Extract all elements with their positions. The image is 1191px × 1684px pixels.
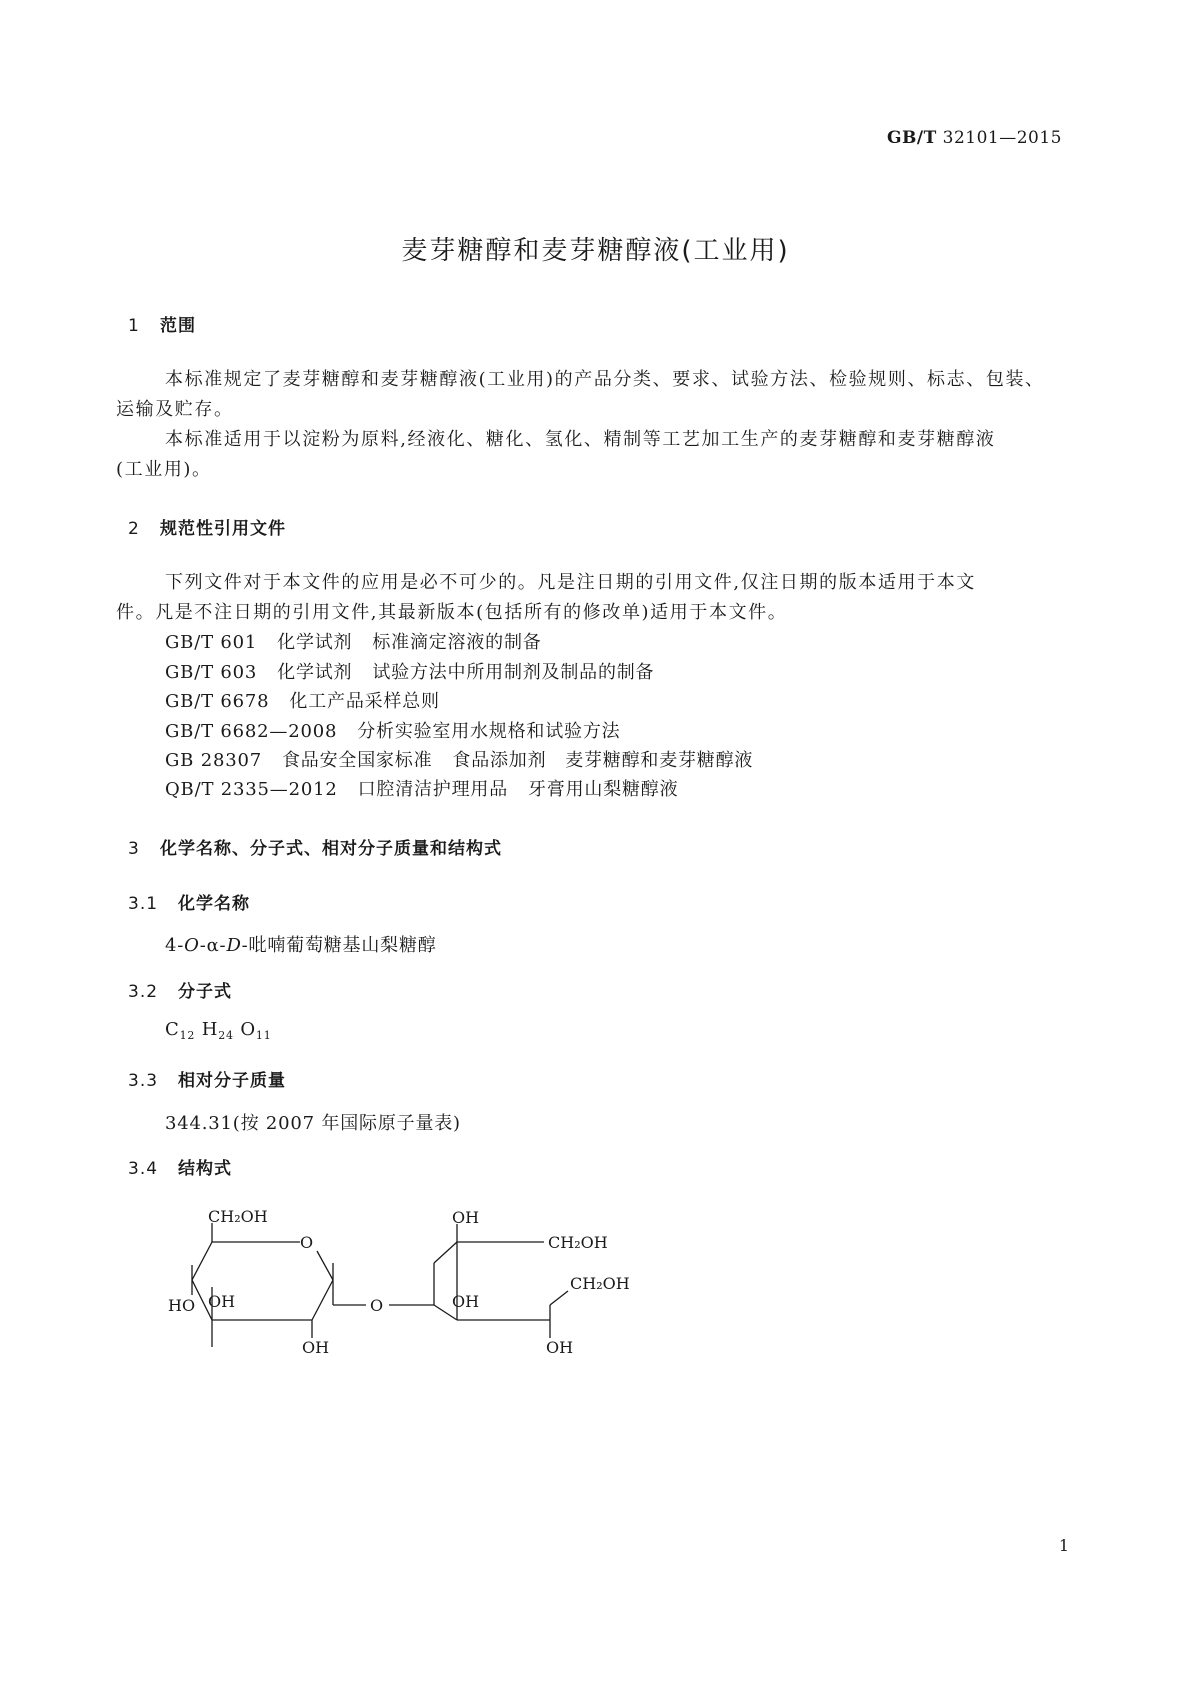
reference-item: [165, 746, 753, 772]
reference-name-2: 牙膏用山梨糖醇液: [528, 779, 679, 800]
reference-code: QB/T 2335—2012: [165, 779, 338, 800]
chemical-name-prefix: 4-: [165, 935, 185, 956]
chemical-name-d: D: [226, 935, 242, 956]
label-bridge-o: O: [370, 1296, 384, 1315]
s1-para1-line1: 本标准规定了麦芽糖醇和麦芽糖醇液(工业用)的产品分类、要求、试验方法、检验规则、标志、包装、: [165, 369, 1045, 390]
subsection-title: 化学名称: [178, 894, 250, 914]
label-ring-o: O: [300, 1233, 314, 1252]
reference-name: 口腔清洁护理用品: [357, 779, 508, 800]
reference-item: [165, 717, 620, 743]
formula-c-count: 12: [179, 1029, 196, 1042]
reference-code: GB/T 6682—2008: [165, 721, 338, 742]
reference-name: 分析实验室用水规格和试验方法: [357, 721, 621, 742]
label-ch2oh-top-right: CH₂OH: [548, 1233, 608, 1252]
section-title: 范围: [160, 316, 196, 336]
reference-name: 化学试剂: [277, 662, 353, 683]
s1-para2-line2: (工业用)。: [116, 459, 212, 480]
section-1-heading: [128, 311, 196, 336]
reference-item: [165, 628, 542, 654]
chemical-name-suffix: -吡喃葡萄糖基山梨糖醇: [241, 935, 437, 956]
s1-para1-line2: 运输及贮存。: [116, 399, 234, 420]
reference-code: GB/T 603: [165, 662, 258, 683]
reference-name: 食品安全国家标准: [282, 750, 433, 771]
standard-code-prefix: GB/T: [887, 128, 937, 148]
chemical-name-mid: -α-: [199, 935, 227, 956]
label-oh-inner: OH: [208, 1292, 236, 1311]
page-number: 1: [1058, 1536, 1069, 1555]
reference-name-2: 食品添加剂 麦芽糖醇和麦芽糖醇液: [452, 750, 754, 771]
formula-o-count: 11: [255, 1029, 272, 1042]
label-ch2oh-left: CH₂OH: [208, 1207, 268, 1226]
reference-code: GB/T 601: [165, 632, 258, 653]
label-ho: HO: [168, 1296, 196, 1315]
s2-para-line1: 下列文件对于本文件的应用是必不可少的。凡是注日期的引用文件,仅注日期的版本适用于本文: [165, 572, 976, 593]
structural-formula: [160, 1195, 640, 1370]
formula-c: C: [165, 1019, 180, 1040]
section-number: 1: [128, 316, 140, 336]
subsection-number: 3.4: [128, 1159, 159, 1179]
standard-code-number: 32101—2015: [942, 128, 1062, 148]
reference-code: GB/T 6678: [165, 691, 270, 712]
reference-name-2: 试验方法中所用制剂及制品的制备: [372, 662, 655, 683]
molecular-formula: [165, 1019, 272, 1042]
reference-code: GB 28307: [165, 750, 262, 771]
subsection-title: 相对分子质量: [178, 1071, 286, 1091]
s1-para2-line1: 本标准适用于以淀粉为原料,经液化、糖化、氢化、精制等工艺加工生产的麦芽糖醇和麦芽糖醇液: [165, 429, 996, 450]
formula-bonds: [192, 1223, 568, 1347]
subsection-number: 3.2: [128, 982, 159, 1002]
subsection-number: 3.1: [128, 894, 159, 914]
chemical-name-o: O: [184, 935, 200, 956]
label-oh-bottom-left: OH: [302, 1338, 330, 1357]
reference-name: 化学试剂: [277, 632, 353, 653]
formula-h: H: [201, 1019, 219, 1040]
molecular-mass: 344.31(按 2007 年国际原子量表): [165, 1113, 461, 1134]
label-ch2oh-right: CH₂OH: [570, 1274, 630, 1293]
label-oh-mid-right: OH: [452, 1292, 480, 1311]
chemical-name: [165, 931, 437, 957]
subsection-title: 分子式: [178, 982, 232, 1002]
section-number: 3: [128, 839, 140, 859]
section-3-3-heading: [128, 1066, 286, 1091]
label-oh-bottom-right: OH: [546, 1338, 574, 1357]
section-3-2-heading: [128, 977, 232, 1002]
section-3-4-heading: [128, 1154, 232, 1179]
s2-para-line2: 件。凡是不注日期的引用文件,其最新版本(包括所有的修改单)适用于本文件。: [116, 602, 788, 623]
formula-o: O: [240, 1019, 256, 1040]
formula-h-count: 24: [218, 1029, 234, 1042]
section-title: 化学名称、分子式、相对分子质量和结构式: [160, 839, 502, 859]
label-oh-top-right: OH: [452, 1208, 480, 1227]
subsection-title: 结构式: [178, 1159, 232, 1179]
section-3-heading: [128, 834, 502, 859]
reference-item: [165, 658, 654, 684]
subsection-number: 3.3: [128, 1071, 159, 1091]
section-title: 规范性引用文件: [160, 519, 286, 539]
document-title: 麦芽糖醇和麦芽糖醇液(工业用): [401, 236, 790, 266]
reference-item: [165, 775, 678, 801]
reference-name: 化工产品采样总则: [289, 691, 440, 712]
section-3-1-heading: [128, 889, 250, 914]
reference-item: [165, 687, 440, 713]
section-number: 2: [128, 519, 140, 539]
standard-code: [887, 128, 1062, 148]
section-2-heading: [128, 514, 286, 539]
reference-name-2: 标准滴定溶液的制备: [372, 632, 542, 653]
